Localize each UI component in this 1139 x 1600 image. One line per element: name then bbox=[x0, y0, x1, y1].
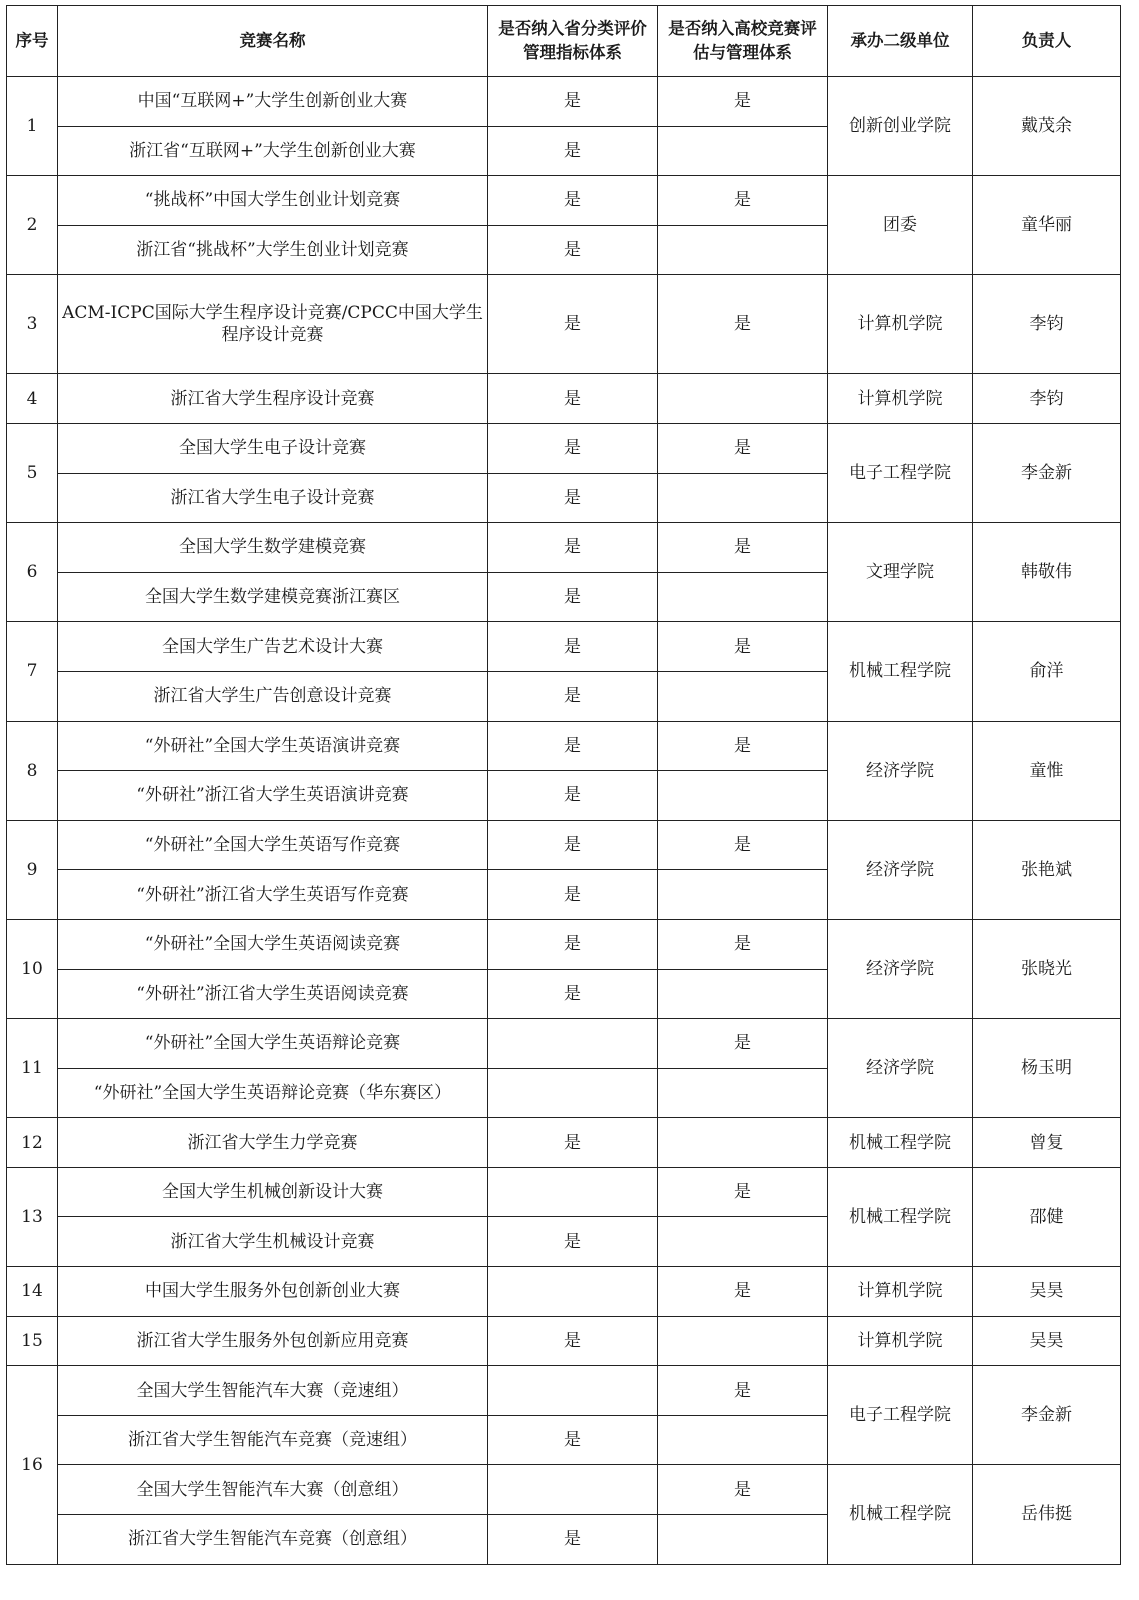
cell-seq: 12 bbox=[7, 1118, 58, 1168]
cell-owner: 戴茂余 bbox=[973, 77, 1121, 176]
header-row bbox=[7, 6, 1121, 77]
cell-competition-name: 全国大学生机械创新设计大赛 bbox=[58, 1167, 488, 1217]
cell-provincial bbox=[488, 1068, 658, 1118]
competition-table bbox=[6, 5, 1121, 1565]
cell-provincial: 是 bbox=[488, 919, 658, 969]
cell-seq: 7 bbox=[7, 622, 58, 721]
cell-competition-name: ACM-ICPC国际大学生程序设计竞赛/CPCC中国大学生程序设计竞赛 bbox=[58, 275, 488, 374]
cell-competition-name: 浙江省大学生机械设计竞赛 bbox=[58, 1217, 488, 1267]
cell-national bbox=[658, 969, 828, 1019]
table-row bbox=[7, 1366, 1121, 1416]
cell-national: 是 bbox=[658, 1465, 828, 1515]
cell-organizer: 经济学院 bbox=[828, 1019, 973, 1118]
cell-competition-name: “外研社”全国大学生英语辩论竞赛（华东赛区） bbox=[58, 1068, 488, 1118]
cell-competition-name: “挑战杯”中国大学生创业计划竞赛 bbox=[58, 176, 488, 226]
cell-national bbox=[658, 374, 828, 424]
cell-owner: 李金新 bbox=[973, 423, 1121, 522]
cell-provincial bbox=[488, 1267, 658, 1317]
cell-organizer: 机械工程学院 bbox=[828, 1118, 973, 1168]
cell-provincial: 是 bbox=[488, 275, 658, 374]
cell-competition-name: 浙江省大学生电子设计竞赛 bbox=[58, 473, 488, 523]
cell-provincial: 是 bbox=[488, 1415, 658, 1465]
cell-owner: 岳伟挺 bbox=[973, 1465, 1121, 1564]
cell-competition-name: 浙江省大学生智能汽车竞赛（创意组） bbox=[58, 1515, 488, 1565]
cell-seq: 13 bbox=[7, 1167, 58, 1266]
cell-seq: 8 bbox=[7, 721, 58, 820]
header-seq: 序号 bbox=[7, 6, 58, 77]
cell-provincial: 是 bbox=[488, 126, 658, 176]
cell-owner: 张晓光 bbox=[973, 919, 1121, 1018]
table-row bbox=[7, 820, 1121, 870]
cell-provincial: 是 bbox=[488, 225, 658, 275]
cell-provincial: 是 bbox=[488, 870, 658, 920]
cell-organizer: 经济学院 bbox=[828, 721, 973, 820]
cell-organizer: 团委 bbox=[828, 176, 973, 275]
cell-provincial: 是 bbox=[488, 820, 658, 870]
cell-seq: 15 bbox=[7, 1316, 58, 1366]
cell-organizer: 计算机学院 bbox=[828, 1267, 973, 1317]
cell-national bbox=[658, 225, 828, 275]
cell-organizer: 机械工程学院 bbox=[828, 1167, 973, 1266]
cell-national bbox=[658, 870, 828, 920]
cell-competition-name: 浙江省大学生力学竞赛 bbox=[58, 1118, 488, 1168]
cell-owner: 童华丽 bbox=[973, 176, 1121, 275]
table-row bbox=[7, 374, 1121, 424]
cell-owner: 李钧 bbox=[973, 275, 1121, 374]
cell-national: 是 bbox=[658, 523, 828, 573]
cell-organizer: 计算机学院 bbox=[828, 275, 973, 374]
cell-national: 是 bbox=[658, 1167, 828, 1217]
cell-national bbox=[658, 1415, 828, 1465]
cell-owner: 吴昊 bbox=[973, 1316, 1121, 1366]
cell-provincial: 是 bbox=[488, 1316, 658, 1366]
cell-provincial: 是 bbox=[488, 969, 658, 1019]
cell-organizer: 文理学院 bbox=[828, 523, 973, 622]
cell-provincial bbox=[488, 1019, 658, 1069]
cell-owner: 曾复 bbox=[973, 1118, 1121, 1168]
cell-provincial: 是 bbox=[488, 176, 658, 226]
cell-national: 是 bbox=[658, 1019, 828, 1069]
header-organizer: 承办二级单位 bbox=[828, 6, 973, 77]
cell-national bbox=[658, 1316, 828, 1366]
cell-provincial bbox=[488, 1366, 658, 1416]
table-row bbox=[7, 919, 1121, 969]
cell-seq: 6 bbox=[7, 523, 58, 622]
cell-provincial: 是 bbox=[488, 1217, 658, 1267]
cell-national: 是 bbox=[658, 77, 828, 127]
cell-competition-name: “外研社”浙江省大学生英语阅读竞赛 bbox=[58, 969, 488, 1019]
cell-owner: 童惟 bbox=[973, 721, 1121, 820]
cell-national: 是 bbox=[658, 820, 828, 870]
cell-national bbox=[658, 1118, 828, 1168]
table-row bbox=[7, 423, 1121, 473]
cell-national bbox=[658, 473, 828, 523]
cell-competition-name: 浙江省大学生程序设计竞赛 bbox=[58, 374, 488, 424]
cell-competition-name: 浙江省大学生服务外包创新应用竞赛 bbox=[58, 1316, 488, 1366]
cell-national: 是 bbox=[658, 622, 828, 672]
cell-competition-name: “外研社”全国大学生英语写作竞赛 bbox=[58, 820, 488, 870]
cell-organizer: 经济学院 bbox=[828, 919, 973, 1018]
cell-organizer: 机械工程学院 bbox=[828, 622, 973, 721]
cell-seq: 1 bbox=[7, 77, 58, 176]
cell-competition-name: 全国大学生数学建模竞赛 bbox=[58, 523, 488, 573]
cell-owner: 吴昊 bbox=[973, 1267, 1121, 1317]
cell-competition-name: 浙江省“挑战杯”大学生创业计划竞赛 bbox=[58, 225, 488, 275]
cell-competition-name: “外研社”浙江省大学生英语写作竞赛 bbox=[58, 870, 488, 920]
cell-provincial: 是 bbox=[488, 1118, 658, 1168]
cell-seq: 9 bbox=[7, 820, 58, 919]
table-row bbox=[7, 1465, 1121, 1515]
table-row bbox=[7, 77, 1121, 127]
header-national: 是否纳入高校竞赛评估与管理体系 bbox=[658, 6, 828, 77]
cell-provincial: 是 bbox=[488, 77, 658, 127]
cell-seq: 2 bbox=[7, 176, 58, 275]
cell-provincial: 是 bbox=[488, 771, 658, 821]
table-row bbox=[7, 275, 1121, 374]
cell-owner: 张艳斌 bbox=[973, 820, 1121, 919]
cell-organizer: 电子工程学院 bbox=[828, 423, 973, 522]
cell-seq: 3 bbox=[7, 275, 58, 374]
cell-seq: 11 bbox=[7, 1019, 58, 1118]
cell-seq: 10 bbox=[7, 919, 58, 1018]
cell-national: 是 bbox=[658, 275, 828, 374]
cell-organizer: 创新创业学院 bbox=[828, 77, 973, 176]
table-row bbox=[7, 1167, 1121, 1217]
cell-national bbox=[658, 1515, 828, 1565]
cell-seq: 16 bbox=[7, 1366, 58, 1564]
cell-national bbox=[658, 126, 828, 176]
cell-owner: 杨玉明 bbox=[973, 1019, 1121, 1118]
cell-provincial: 是 bbox=[488, 622, 658, 672]
table-row bbox=[7, 1019, 1121, 1069]
cell-owner: 邵健 bbox=[973, 1167, 1121, 1266]
cell-competition-name: 全国大学生广告艺术设计大赛 bbox=[58, 622, 488, 672]
cell-provincial: 是 bbox=[488, 374, 658, 424]
cell-national bbox=[658, 1068, 828, 1118]
cell-competition-name: “外研社”全国大学生英语阅读竞赛 bbox=[58, 919, 488, 969]
cell-provincial bbox=[488, 1167, 658, 1217]
table-row bbox=[7, 1316, 1121, 1366]
cell-national: 是 bbox=[658, 176, 828, 226]
table-row bbox=[7, 721, 1121, 771]
cell-provincial: 是 bbox=[488, 721, 658, 771]
cell-provincial: 是 bbox=[488, 473, 658, 523]
cell-organizer: 计算机学院 bbox=[828, 374, 973, 424]
cell-competition-name: 中国“互联网+”大学生创新创业大赛 bbox=[58, 77, 488, 127]
header-provincial: 是否纳入省分类评价管理指标体系 bbox=[488, 6, 658, 77]
cell-provincial: 是 bbox=[488, 671, 658, 721]
table-row bbox=[7, 622, 1121, 672]
cell-competition-name: 中国大学生服务外包创新创业大赛 bbox=[58, 1267, 488, 1317]
cell-competition-name: 浙江省“互联网+”大学生创新创业大赛 bbox=[58, 126, 488, 176]
cell-national bbox=[658, 572, 828, 622]
cell-competition-name: 全国大学生电子设计竞赛 bbox=[58, 423, 488, 473]
cell-provincial: 是 bbox=[488, 423, 658, 473]
cell-national: 是 bbox=[658, 1366, 828, 1416]
cell-organizer: 电子工程学院 bbox=[828, 1366, 973, 1465]
cell-organizer: 经济学院 bbox=[828, 820, 973, 919]
table-row bbox=[7, 1118, 1121, 1168]
table-body bbox=[7, 77, 1121, 1565]
cell-national: 是 bbox=[658, 721, 828, 771]
cell-owner: 韩敬伟 bbox=[973, 523, 1121, 622]
cell-provincial bbox=[488, 1465, 658, 1515]
cell-national bbox=[658, 1217, 828, 1267]
cell-competition-name: “外研社”全国大学生英语辩论竞赛 bbox=[58, 1019, 488, 1069]
table-row bbox=[7, 523, 1121, 573]
header-owner: 负责人 bbox=[973, 6, 1121, 77]
cell-seq: 4 bbox=[7, 374, 58, 424]
cell-provincial: 是 bbox=[488, 1515, 658, 1565]
cell-national: 是 bbox=[658, 919, 828, 969]
cell-owner: 俞洋 bbox=[973, 622, 1121, 721]
cell-seq: 14 bbox=[7, 1267, 58, 1317]
cell-competition-name: “外研社”全国大学生英语演讲竞赛 bbox=[58, 721, 488, 771]
cell-provincial: 是 bbox=[488, 572, 658, 622]
table-row bbox=[7, 1267, 1121, 1317]
table-row bbox=[7, 176, 1121, 226]
cell-competition-name: 浙江省大学生智能汽车竞赛（竞速组） bbox=[58, 1415, 488, 1465]
cell-organizer: 计算机学院 bbox=[828, 1316, 973, 1366]
cell-national: 是 bbox=[658, 423, 828, 473]
cell-national: 是 bbox=[658, 1267, 828, 1317]
cell-competition-name: 浙江省大学生广告创意设计竞赛 bbox=[58, 671, 488, 721]
header-name: 竞赛名称 bbox=[58, 6, 488, 77]
cell-owner: 李金新 bbox=[973, 1366, 1121, 1465]
cell-competition-name: 全国大学生数学建模竞赛浙江赛区 bbox=[58, 572, 488, 622]
cell-seq: 5 bbox=[7, 423, 58, 522]
cell-competition-name: 全国大学生智能汽车大赛（创意组） bbox=[58, 1465, 488, 1515]
cell-national bbox=[658, 771, 828, 821]
cell-organizer: 机械工程学院 bbox=[828, 1465, 973, 1564]
cell-provincial: 是 bbox=[488, 523, 658, 573]
cell-national bbox=[658, 671, 828, 721]
cell-owner: 李钧 bbox=[973, 374, 1121, 424]
cell-competition-name: “外研社”浙江省大学生英语演讲竞赛 bbox=[58, 771, 488, 821]
cell-competition-name: 全国大学生智能汽车大赛（竞速组） bbox=[58, 1366, 488, 1416]
